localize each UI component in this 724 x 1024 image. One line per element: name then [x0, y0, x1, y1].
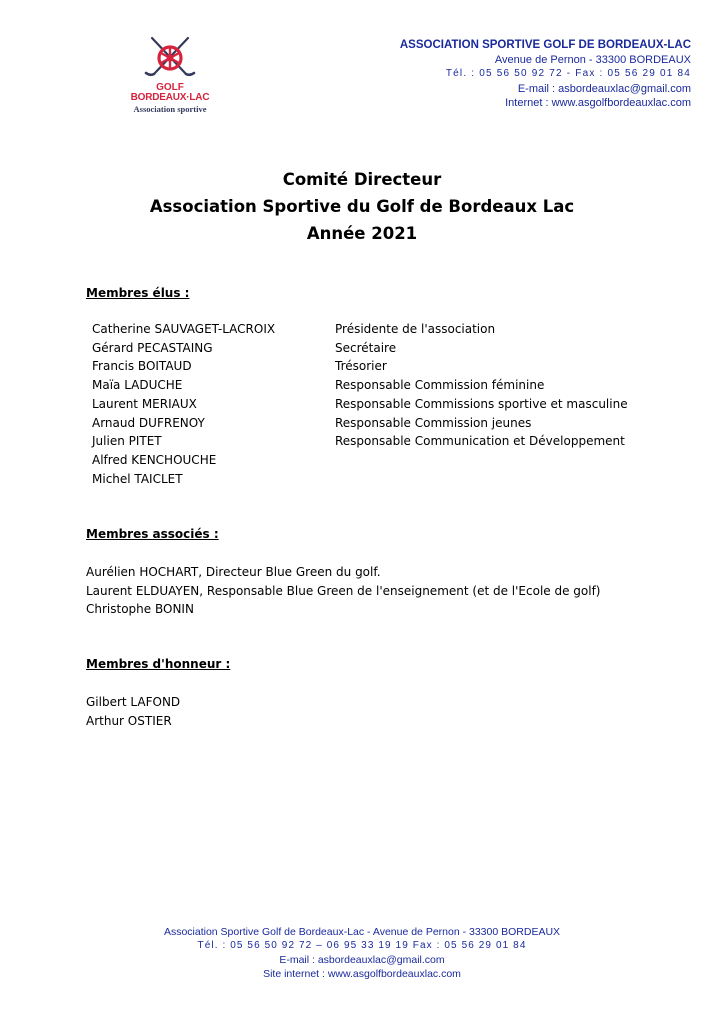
list-item	[92, 451, 628, 470]
list-item	[92, 432, 628, 451]
footer-site[interactable]: Site internet : www.asgolfbordeauxlac.com	[263, 968, 461, 980]
section-membres-associes	[86, 527, 219, 541]
member-role: Présidente de l'association	[335, 322, 496, 336]
member-role: Responsable Commissions sportive et masculine	[335, 396, 628, 411]
member-name: Alfred KENCHOUCHE	[92, 452, 217, 467]
member-role: Responsable Commission jeunes	[335, 415, 532, 430]
member-name: Julien PITET	[92, 434, 162, 449]
member-name: Michel TAICLET	[92, 471, 183, 486]
member-name: Laurent MERIAUX	[92, 396, 197, 411]
footer-email[interactable]: E-mail : asbordeauxlac@gmail.com	[279, 954, 445, 966]
logo-line-association: Association sportive	[133, 104, 207, 114]
list-item	[92, 395, 628, 414]
golf-clubs-logo-icon	[130, 34, 210, 84]
section-membres-honneur	[86, 657, 230, 671]
page-footer	[0, 925, 724, 981]
document-title	[0, 166, 724, 247]
header-phone: Tél. : 05 56 50 92 72 - Fax : 05 56 29 01 84	[445, 68, 691, 79]
logo-line-bordeaux-lac: BORDEAUX·LAC	[130, 92, 210, 103]
list-item: Gilbert LAFOND	[86, 695, 181, 709]
title-comite: Comité Directeur	[282, 170, 442, 189]
member-name: Gérard PECASTAING	[92, 340, 213, 355]
member-role: Trésorier	[335, 359, 387, 374]
list-item	[92, 470, 628, 489]
associes-list	[86, 563, 601, 619]
member-role: Secrétaire	[335, 340, 397, 355]
heading-membres-elus: Membres élus :	[86, 286, 190, 300]
list-item	[92, 320, 628, 339]
header-email[interactable]: E-mail : asbordeauxlac@gmail.com	[517, 82, 691, 95]
header-contact	[400, 38, 691, 111]
honneur-list	[86, 693, 180, 730]
logo-line-golf: GOLF	[156, 82, 184, 93]
heading-membres-honneur: Membres d'honneur :	[86, 657, 231, 671]
header-org-name: ASSOCIATION SPORTIVE GOLF DE BORDEAUX-LAC	[399, 39, 691, 51]
member-name: Arnaud DUFRENOY	[92, 415, 205, 430]
member-name: Francis BOITAUD	[92, 359, 192, 374]
list-item: Aurélien HOCHART, Directeur Blue Green du golf.	[86, 565, 381, 579]
member-role: Responsable Commission féminine	[335, 378, 545, 393]
footer-phone: Tél. : 05 56 50 92 72 – 06 95 33 19 19 Fax : 05 56 29 01 84	[197, 940, 527, 951]
list-item: Arthur OSTIER	[86, 713, 172, 728]
list-item: Laurent ELDUAYEN, Responsable Blue Green de l'enseignement (et de l'Ecole de golf)	[86, 583, 601, 598]
list-item	[92, 357, 628, 376]
list-item: Christophe BONIN	[86, 602, 194, 616]
member-role: Responsable Communication et Développement	[335, 434, 625, 449]
header-internet[interactable]: Internet : www.asgolfbordeauxlac.com	[505, 97, 691, 109]
list-item	[92, 414, 628, 433]
list-item	[92, 339, 628, 358]
member-name: Catherine SAUVAGET-LACROIX	[92, 322, 276, 336]
elus-list	[92, 320, 628, 488]
golf-bordeaux-lac-logo	[120, 34, 220, 124]
section-membres-elus	[86, 286, 189, 300]
footer-address: Association Sportive Golf de Bordeaux-Lac - Avenue de Pernon - 33300 BORDEAUX	[163, 926, 561, 938]
heading-membres-associes: Membres associés :	[86, 527, 219, 541]
header-address: Avenue de Pernon - 33300 BORDEAUX	[494, 53, 691, 66]
member-name: Maïa LADUCHE	[92, 378, 183, 393]
title-annee: Année 2021	[306, 224, 418, 243]
list-item	[92, 376, 628, 395]
title-association: Association Sportive du Golf de Bordeaux Lac	[149, 197, 575, 216]
